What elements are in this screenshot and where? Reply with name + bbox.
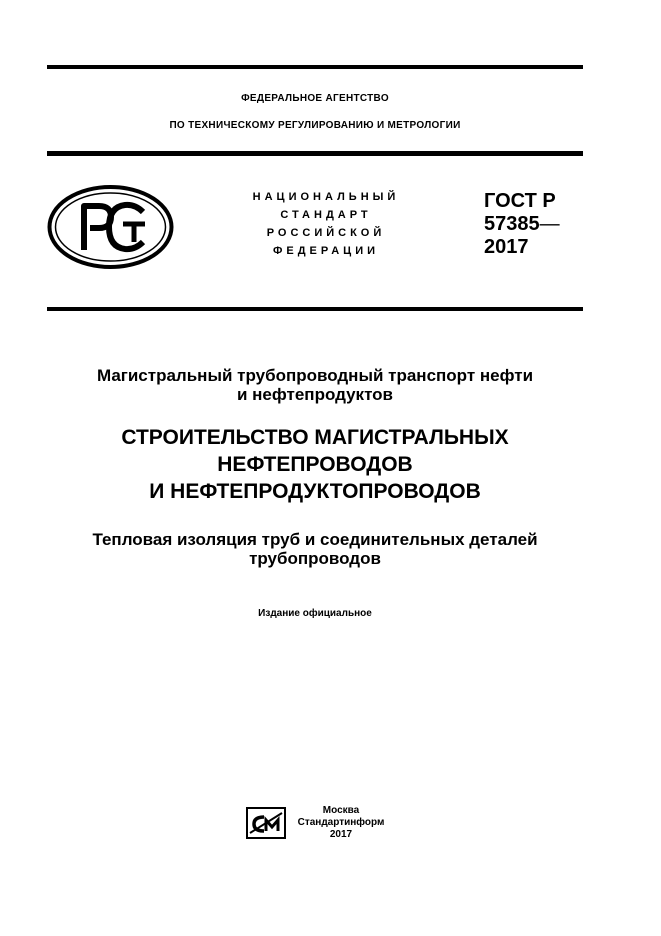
gost-designation (484, 190, 584, 259)
national-line-4: ФЕДЕРАЦИИ (272, 245, 380, 257)
gost-year: 2017 (484, 236, 529, 258)
series-title-line-1: Магистральный трубопроводный транспорт нефти (96, 366, 534, 385)
national-line-3: РОССИЙСКОЙ (266, 227, 386, 239)
document-subtitle (47, 530, 583, 568)
national-line-2: СТАНДАРТ (280, 209, 372, 221)
main-title-line-2: НЕФТЕПРОВОДОВ (217, 453, 413, 476)
gost-number: 57385 (484, 213, 540, 235)
header-rule (47, 151, 583, 156)
agency-line-2: ПО ТЕХНИЧЕСКОМУ РЕГУЛИРОВАНИЮ И МЕТРОЛОГИИ (169, 120, 461, 131)
edition-label: Издание официальное (258, 608, 372, 619)
main-title-line-3: И НЕФТЕПРОДУКТОПРОВОДОВ (149, 480, 481, 503)
national-line-1: НАЦИОНАЛЬНЫЙ (252, 191, 400, 203)
publisher-city: Москва (322, 805, 360, 816)
document-series-title (47, 366, 583, 404)
series-title-line-2: и нефтепродуктов (236, 385, 394, 404)
publisher-imprint (296, 805, 386, 841)
document-main-title (47, 424, 583, 505)
national-standard-label (226, 188, 426, 260)
publisher-year: 2017 (329, 829, 353, 840)
subtitle-line-1: Тепловая изоляция труб и соединительных деталей (92, 530, 538, 549)
subtitle-line-2: трубопроводов (249, 549, 381, 568)
rst-certification-mark-icon (47, 184, 174, 270)
gost-dash: — (539, 213, 560, 235)
top-rule (47, 65, 583, 69)
standard-rule (47, 307, 583, 311)
standartinform-logo-icon (246, 807, 286, 839)
gost-prefix: ГОСТ Р (484, 190, 556, 212)
agency-line-1: ФЕДЕРАЛЬНОЕ АГЕНТСТВО (241, 93, 389, 104)
publisher-name: Стандартинформ (297, 817, 385, 828)
main-title-line-1: СТРОИТЕЛЬСТВО МАГИСТРАЛЬНЫХ (121, 426, 509, 449)
